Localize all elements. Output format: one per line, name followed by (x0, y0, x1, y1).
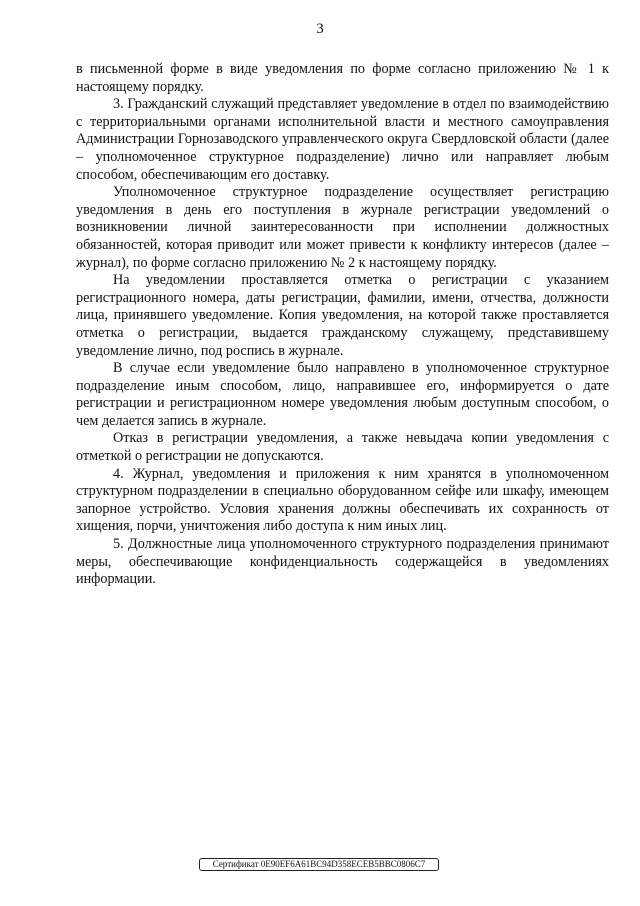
certificate-stamp: Сертификат 0E90EF6A61BC94D358ECEB5BBC0806C7 (199, 858, 439, 871)
page-number: 3 (316, 21, 324, 37)
paragraph-item-5: 5. Должностные лица уполномоченного структурного подразделения принимают меры, обеспечивающие конфиденциальность содержащейся в уведомлениях информации. (76, 536, 609, 588)
document-body (76, 61, 609, 589)
paragraph-registration-mark: На уведомлении проставляется отметка о регистрации с указанием регистрационного номера, даты регистрации, фамилии, имени, отчества, должности лица, принявшего уведомление. Копия уведомления, на которой также проставляется отметка о регистрации, выдается гражданскому служащему, представившему уведомление лично, под роспись в журнале. (76, 272, 609, 359)
paragraph-registration: Уполномоченное структурное подразделение осуществляет регистрацию уведомления в день его поступления в журнале регистрации уведомлений о возникновении личной заинтересованности при исполнении должностных обязанностей, которая приводит или может привести к конфликту интересов (далее – журнал), по форме согласно приложению № 2 к настоящему порядку. (76, 184, 609, 271)
paragraph-continuation: в письменной форме в виде уведомления по форме согласно приложению № 1 к настоящему порядку. (76, 61, 609, 95)
paragraph-refusal: Отказ в регистрации уведомления, а также невыдача копии уведомления с отметкой о регистрации не допускаются. (76, 430, 609, 465)
paragraph-item-4: 4. Журнал, уведомления и приложения к ним хранятся в уполномоченном структурном подразделении в специально оборудованном сейфе или шкафу, имеющем запорное устройство. Условия хранения должны обеспечивать их сохранность от хищения, порчи, уничтожения либо доступа к ним иных лиц. (76, 465, 609, 535)
paragraph-item-3: 3. Гражданский служащий представляет уведомление в отдел по взаимодействию с территориальными органами исполнительной власти и местного самоуправления Администрации Горнозаводского управленческого округа Свердловской области (далее – уполномоченное структурное подразделение) лично или направляет любым способом, обеспечивающим его доставку. (76, 96, 609, 183)
paragraph-other-delivery: В случае если уведомление было направлено в уполномоченное структурное подразделение иным способом, лицо, направившее его, информируется о дате регистрации и регистрационном номере уведомления любым доступным способом, о чем делается запись в журнале. (76, 360, 609, 429)
